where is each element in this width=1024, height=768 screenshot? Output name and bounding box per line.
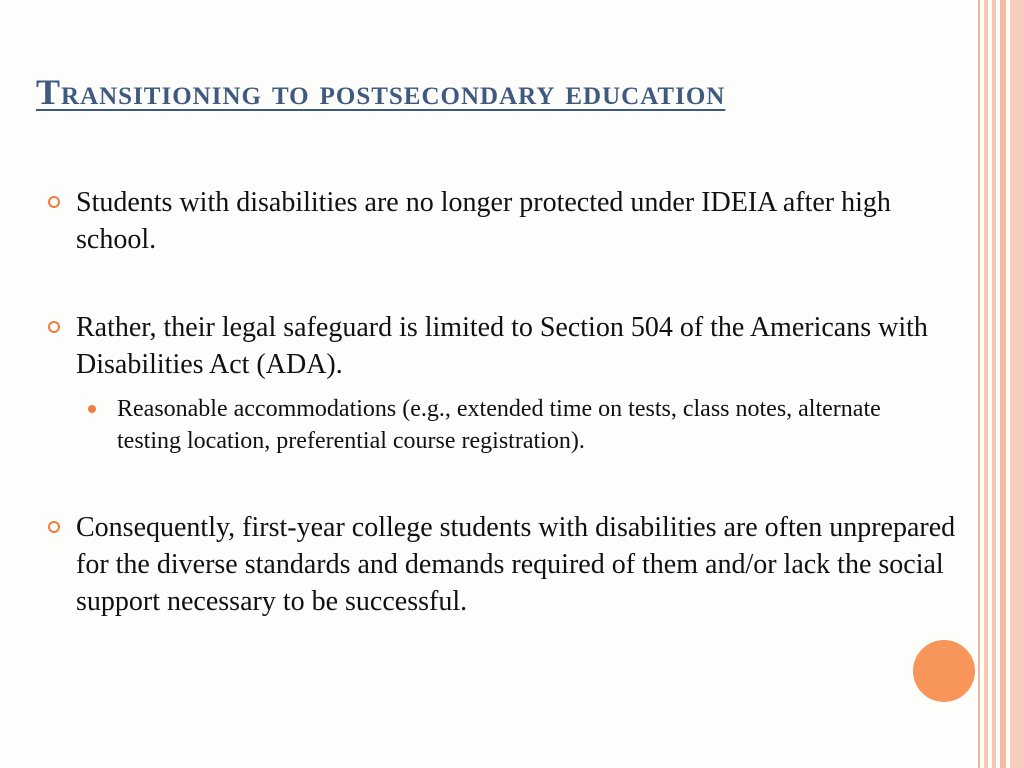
decorative-circle bbox=[913, 640, 975, 702]
bullet-text: Rather, their legal safeguard is limited to Section 504 of the Americans with Disabilities Act (ADA). bbox=[76, 312, 928, 380]
decorative-stripe bbox=[978, 0, 980, 768]
dot-bullet-icon bbox=[88, 405, 96, 413]
bullet-list bbox=[48, 184, 968, 620]
ring-bullet-icon bbox=[48, 321, 60, 333]
bullet-text: Consequently, first-year college students with disabilities are often unprepared for the diverse standards and demands required of them and/or lack the social support necessary to be successful. bbox=[76, 512, 956, 617]
bullet-item bbox=[48, 509, 968, 620]
bullet-item bbox=[48, 184, 968, 258]
decorative-stripe bbox=[992, 0, 996, 768]
ring-bullet-icon bbox=[48, 521, 60, 533]
bullet-item bbox=[48, 309, 968, 383]
decorative-stripe bbox=[984, 0, 988, 768]
ring-bullet-icon bbox=[48, 196, 60, 208]
decorative-stripe bbox=[1010, 0, 1024, 768]
slide-title: Transitioning to postsecondary education bbox=[36, 72, 726, 112]
decorative-stripe bbox=[1000, 0, 1006, 768]
sub-bullet-text: Reasonable accommodations (e.g., extended time on tests, class notes, alternate testing location, preferential course registration). bbox=[117, 396, 881, 454]
bullet-text: Students with disabilities are no longer protected under IDEIA after high school. bbox=[76, 187, 891, 255]
sub-bullet-item bbox=[88, 393, 937, 457]
